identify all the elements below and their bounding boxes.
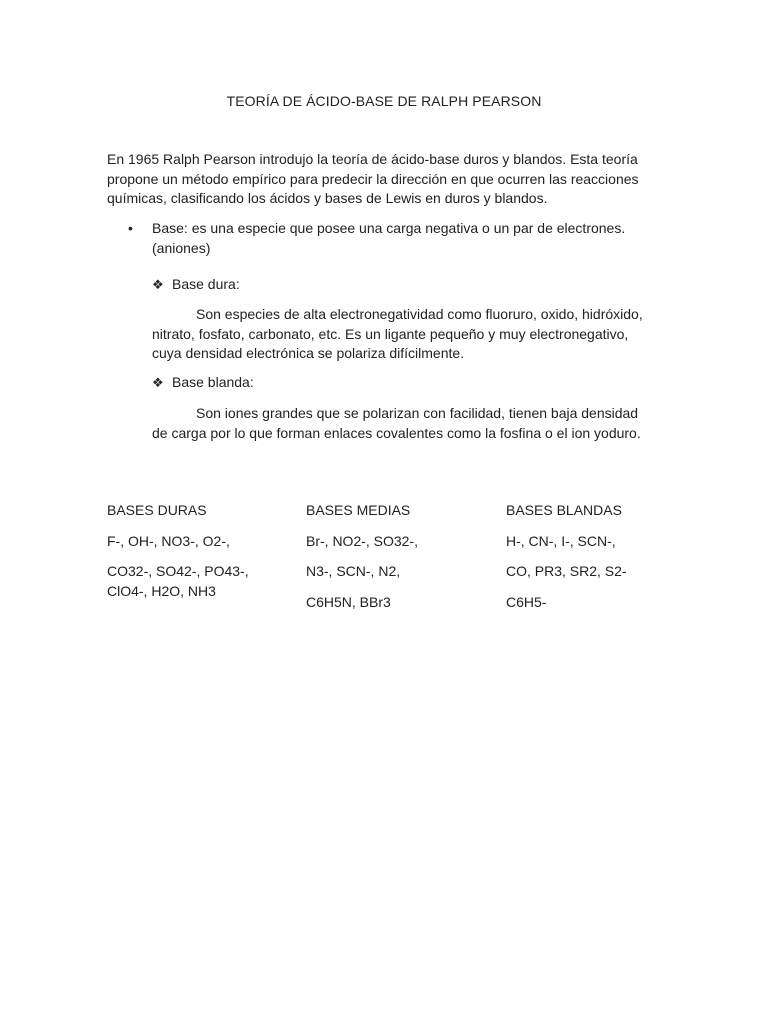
column-line: C6H5- (506, 593, 547, 610)
column-line: CO32-, SO42-, PO43-, (107, 563, 249, 579)
column-line: ClO4-, H2O, NH3 (107, 582, 216, 599)
bullet-text: Base: es una especie que posee una carga negativa o un par de electrones. (aniones) (152, 220, 626, 256)
column-line: CO, PR3, SR2, S2- (506, 563, 627, 579)
section-paragraph-base-dura: Son especies de alta electronegatividad como fluoruro, oxido, hidróxido, nitrato, fosfato, carbonato, etc. Es un ligante pequeño y muy electronegativo, cuya densidad electrónica se polariza difícilmente. (152, 306, 643, 361)
diamond-bullet-icon: ❖ (152, 277, 164, 292)
column-line: C6H5N, BBr3 (306, 593, 391, 610)
column-line: Br-, NO2-, SO32-, (306, 532, 419, 549)
diamond-bullet-icon: ❖ (152, 375, 164, 390)
column-bases-duras (107, 501, 297, 612)
column-heading: BASES MEDIAS (306, 502, 411, 518)
section-paragraph-base-blanda: Son iones grandes que se polarizan con facilidad, tienen baja densidad de carga por lo que forman enlaces covalentes como la fosfina o el ion yoduro. (152, 405, 641, 441)
column-bases-medias (306, 501, 496, 623)
column-line: N3-, SCN-, N2, (306, 563, 401, 579)
column-line: H-, CN-, I-, SCN-, (506, 532, 616, 549)
intro-paragraph: En 1965 Ralph Pearson introdujo la teoría de ácido-base duros y blandos. Esta teoría propone un método empírico para predecir la dirección en que ocurren las reacciones químicas, clasificando los ácidos y bases de Lewis en duros y blandos. (107, 151, 639, 206)
section-heading-base-dura (152, 275, 552, 295)
column-heading: BASES BLANDAS (506, 502, 622, 518)
section-heading-label: Base dura: (172, 276, 240, 292)
section-heading-base-blanda (152, 373, 552, 393)
column-heading: BASES DURAS (107, 502, 207, 518)
section-heading-label: Base blanda: (172, 374, 254, 390)
bullet-dot-icon: • (128, 220, 133, 236)
page-title: TEORÍA DE ÁCIDO-BASE DE RALPH PEARSON (226, 93, 542, 109)
column-bases-blandas (506, 501, 696, 623)
column-line: F-, OH-, NO3-, O2-, (107, 532, 230, 549)
